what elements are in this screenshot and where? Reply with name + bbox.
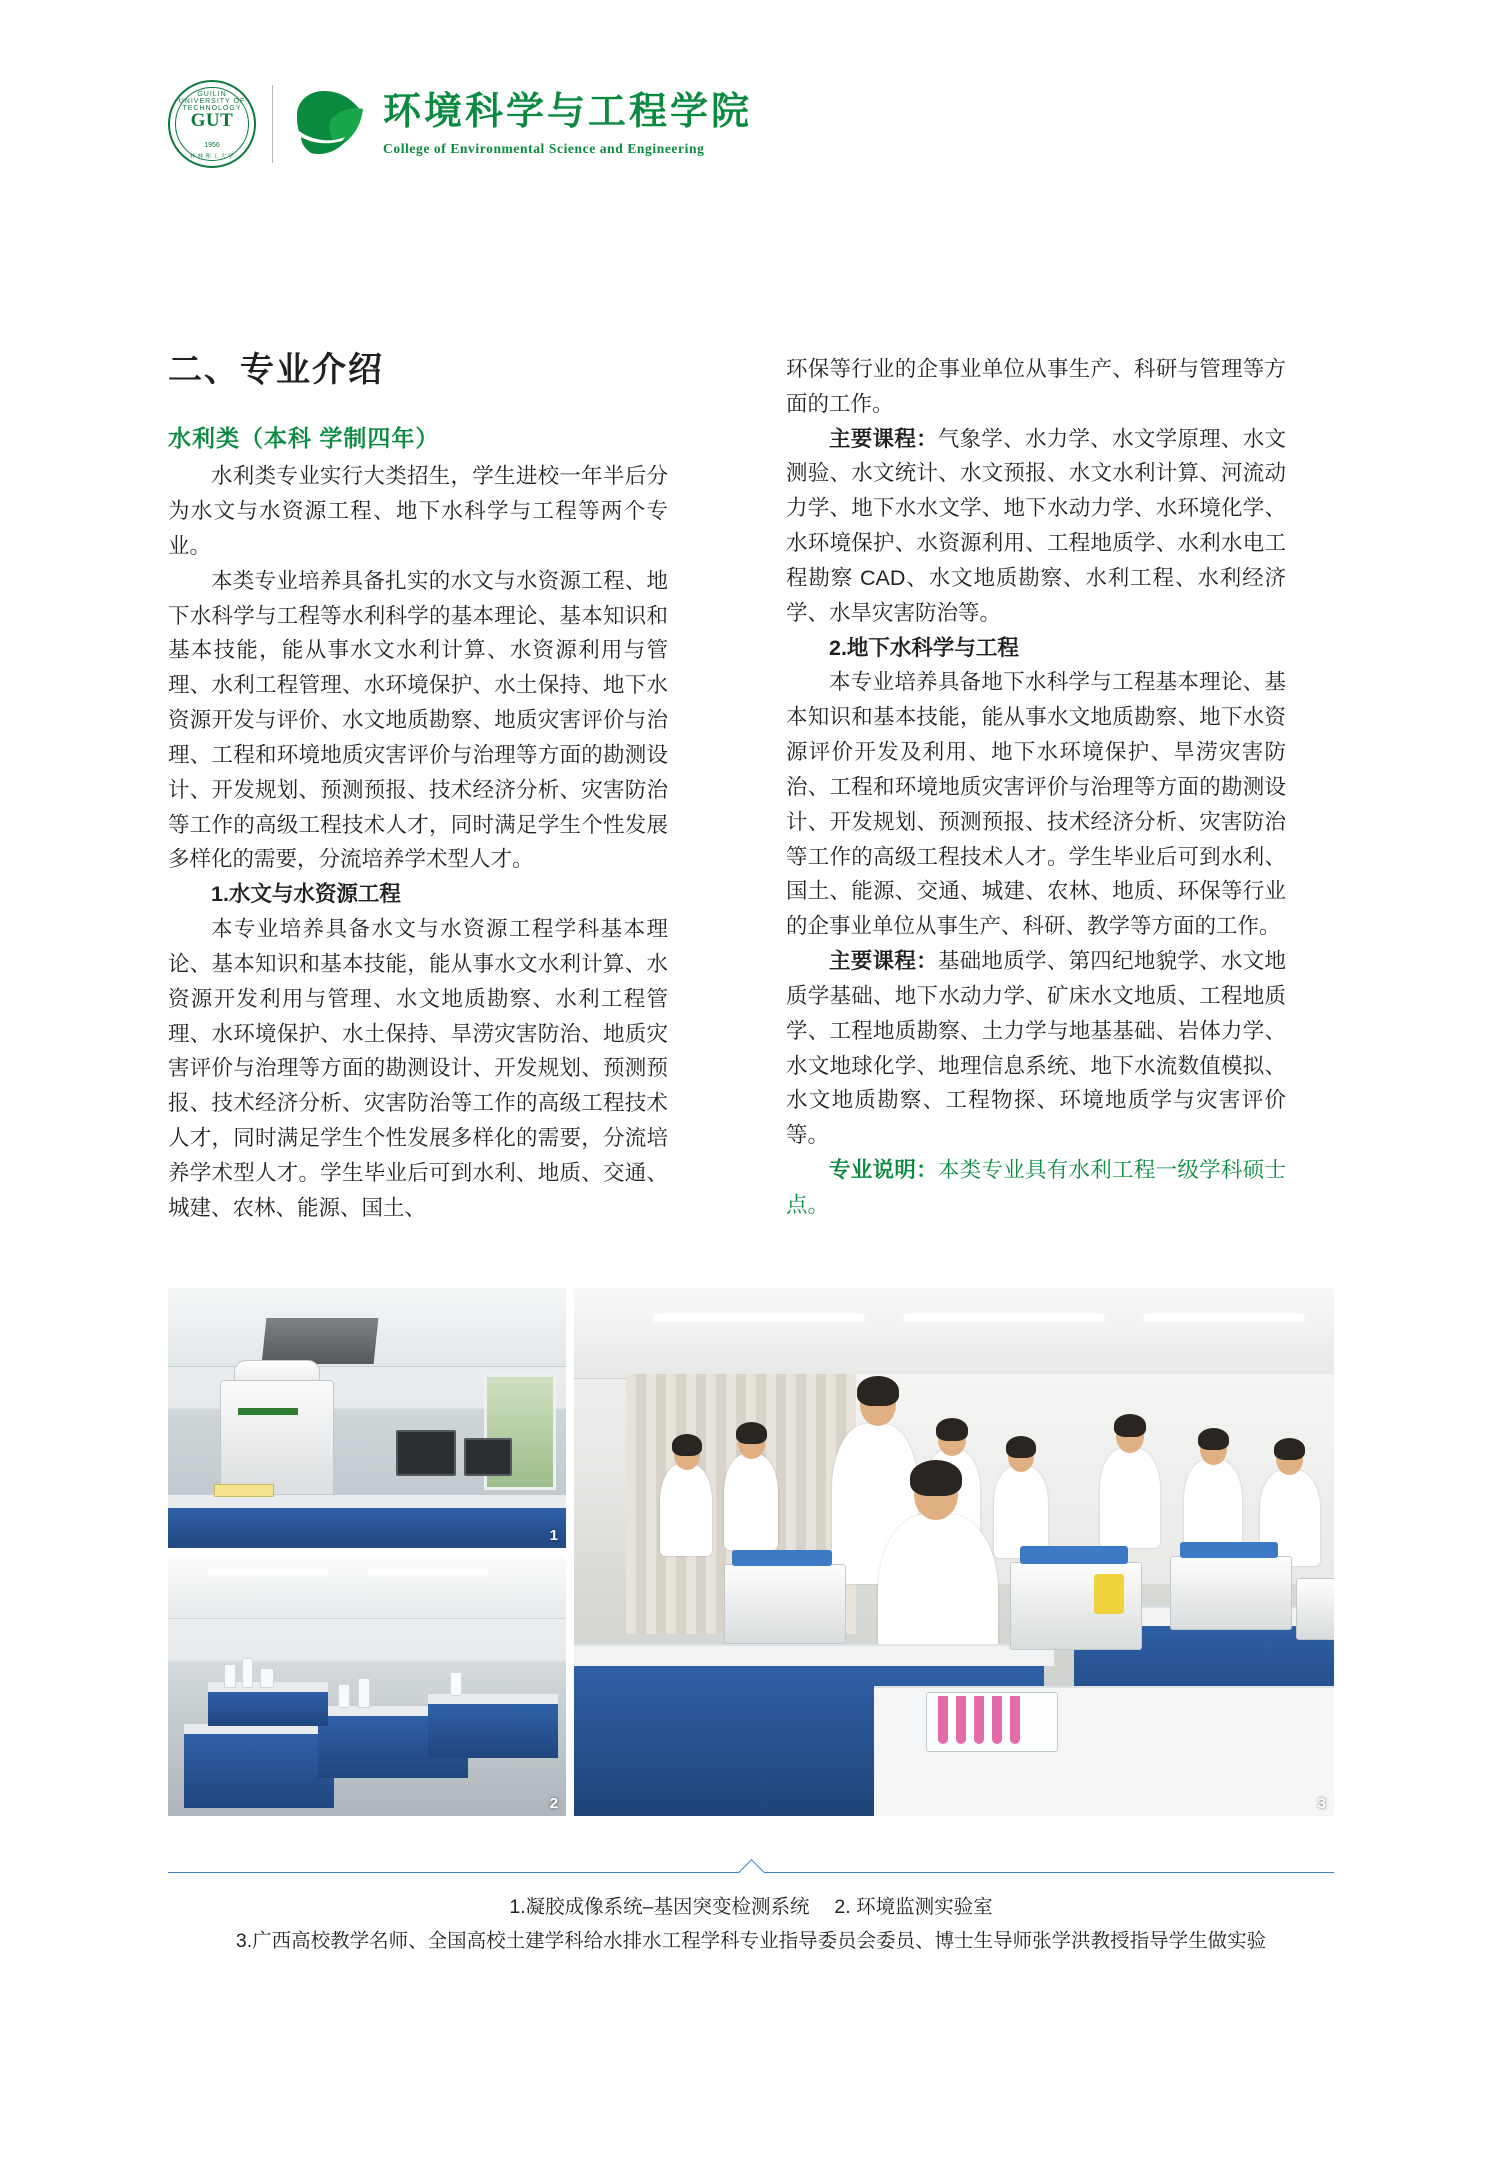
seal-year: 1956 [204, 142, 220, 149]
header-divider [272, 85, 273, 163]
gel-imaging-system-photo [168, 1288, 566, 1548]
courses-groundwater [786, 944, 1286, 1153]
major-title: 水利类（本科 学制四年） [168, 425, 440, 451]
photo-captions [168, 1890, 1334, 1958]
brand-name-cn: 环境科学与工程学院 [383, 91, 753, 134]
sub-heading-hydrology: 1.水文与水资源工程 [211, 882, 401, 907]
seal-letters: GUT [190, 110, 234, 131]
seal-top-text: GUILIN UNIVERSITY OF TECHNOLOGY [178, 91, 246, 112]
photo-number: 1 [549, 1527, 558, 1544]
photo-number: 3 [1317, 1795, 1326, 1812]
paragraph-continued: 环保等行业的企事业单位从事生产、科研与管理等方面的工作。 [786, 357, 1286, 416]
sub-heading-groundwater: 2.地下水科学与工程 [829, 635, 1019, 660]
courses-text: 气象学、水力学、水文学原理、水文测验、水文统计、水文预报、水文水利计算、河流动力学、地下水水文学、地下水动力学、水环境化学、水环境保护、水资源利用、工程地质学、水利水电工程勘察 CAD、水文地质勘察、水利工程、水利经济学、水旱灾害防治等。 [786, 426, 1286, 625]
paragraph: 水利类专业实行大类招生，学生进校一年半后分为水文与水资源工程、地下水科学与工程等两个专业。 [168, 464, 668, 558]
brand-name-en: College of Environmental Science and Engineering [383, 140, 705, 156]
water-leaf-logo-icon [291, 85, 369, 163]
seal-bottom-text: 桂 林 理 工 大 学 [190, 154, 234, 160]
environmental-monitoring-lab-photo [168, 1556, 566, 1816]
note-label: 专业说明： [829, 1158, 938, 1183]
professor-guiding-students-photo [574, 1288, 1334, 1816]
page-header [168, 78, 752, 170]
page-title: 二、专业介绍 [168, 351, 384, 389]
note-text: 本类专业具有水利工程一级学科硕士点。 [786, 1158, 1286, 1217]
right-column [786, 352, 1286, 1223]
courses-label: 主要课程： [829, 949, 938, 974]
major-note [786, 1153, 1286, 1223]
caption-line-1: 1.凝胶成像系统–基因突变检测系统 2. 环境监测实验室 [509, 1896, 993, 1918]
caption-arrow-icon [738, 1859, 765, 1886]
caption-line-2: 3.广西高校教学名师、全国高校土建学科给水排水工程学科专业指导委员会委员、博士生导师张学洪教授指导学生做实验 [235, 1930, 1267, 1953]
brand-text [383, 91, 752, 157]
courses-label: 主要课程： [829, 426, 938, 451]
university-seal-icon [168, 80, 256, 168]
paragraph: 本类专业培养具备扎实的水文与水资源工程、地下水科学与工程等水利科学的基本理论、基本知识和基本技能，能从事水文水利计算、水资源利用与管理、水利工程管理、水环境保护、水土保持、地下水资源开发与评价、水文地质勘察、地质灾害评价与治理、工程和环境地质灾害评价与治理等方面的勘测设计、开发规划、预测预报、技术经济分析、灾害防治等工作的高级工程技术人才，同时满足学生个性发展多样化的需要，分流培养学术型人才。 [168, 568, 668, 872]
left-column [168, 420, 668, 1225]
courses-hydrology [786, 422, 1286, 631]
photo-left-column [168, 1288, 566, 1816]
photo-gallery [168, 1288, 1334, 1816]
photo-number: 2 [549, 1795, 558, 1812]
courses-text: 基础地质学、第四纪地貌学、水文地质学基础、地下水动力学、矿床水文地质、工程地质学、工程地质勘察、土力学与地基基础、岩体力学、水文地球化学、地理信息系统、地下水流数值模拟、水文地质勘察、工程物探、环境地质学与灾害评价等。 [786, 949, 1286, 1148]
paragraph: 本专业培养具备地下水科学与工程基本理论、基本知识和基本技能，能从事水文地质勘察、地下水资源评价开发及利用、地下水环境保护、旱涝灾害防治、工程和环境地质灾害评价与治理等方面的勘测设计、开发规划、预测预报、技术经济分析、灾害防治等工作的高级工程技术人才。学生毕业后可到水利、国土、能源、交通、城建、农林、地质、环保等行业的企事业单位从事生产、科研、教学等方面的工作。 [786, 670, 1286, 939]
paragraph: 本专业培养具备水文与水资源工程学科基本理论、基本知识和基本技能，能从事水文水利计算、水资源开发利用与管理、水文地质勘察、水利工程管理、水环境保护、水土保持、旱涝灾害防治、地质灾害评价与治理等方面的勘测设计、开发规划、预测预报、技术经济分析、灾害防治等工作的高级工程技术人才，同时满足学生个性发展多样化的需要，分流培养学术型人才。学生毕业后可到水利、地质、交通、城建、农林、能源、国土、 [168, 917, 668, 1220]
